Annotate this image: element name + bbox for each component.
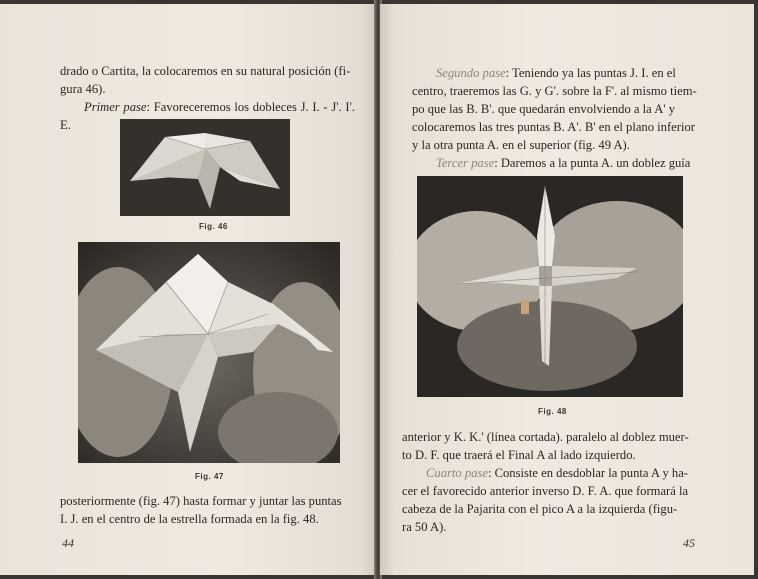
step2-line3: po que las B. B'. que quedarán envolviendo a la A' y xyxy=(412,102,675,116)
step4-line1: Cuarto pase: Consiste en desdoblar la punta A y ha- xyxy=(426,466,689,480)
figure-46-photo xyxy=(120,119,290,216)
fig48-caption: Fig. 48 xyxy=(538,407,567,416)
step4-line4: ra 50 A). xyxy=(402,520,447,534)
step2-line4: colocaremos las tres puntas B. A'. B' en el plano inferior xyxy=(412,120,695,134)
step4-line3: cabeza de la Pajarita con el pico A a la izquierda (figu- xyxy=(402,502,678,516)
right-page xyxy=(380,4,754,575)
step4-label: Cuarto pase xyxy=(426,466,488,480)
step2-line1: Segundo pase: Teniendo ya las puntas J. I. en el xyxy=(436,66,676,80)
left-text-bottom xyxy=(60,492,358,528)
left-para1b: gura 46). xyxy=(60,82,106,96)
right-text-bottom xyxy=(402,428,724,536)
left-para2a: posteriormente (fig. 47) hasta formar y juntar las puntas xyxy=(60,494,342,508)
figure-47-photo xyxy=(78,242,340,463)
right-text-top xyxy=(412,64,722,172)
page-number-right: 45 xyxy=(683,536,695,550)
step1-label: Primer pase xyxy=(84,100,147,114)
left-para2b: I. J. en el centro de la estrella formada en la fig. 48. xyxy=(60,512,319,526)
step2-label: Segundo pase xyxy=(436,66,506,80)
figure-48-photo xyxy=(417,176,683,397)
fig47-caption: Fig. 47 xyxy=(195,472,224,481)
left-page xyxy=(0,4,376,575)
step4-line2: cer el favorecido anterior inverso D. F. A. que formará la xyxy=(402,484,689,498)
step2-line5: y la otra punta A. en el superior (fig. 49 A). xyxy=(412,138,630,152)
step3-label: Tercer pase xyxy=(436,156,495,170)
left-para1: drado o Cartita, la colocaremos en su natural posición (fi- xyxy=(60,64,351,78)
page-number-left: 44 xyxy=(62,536,74,550)
step2-line2: centro, traeremos las G. y G'. sobre la F'. al mismo tiem- xyxy=(412,84,697,98)
fig46-caption: Fig. 46 xyxy=(199,222,228,231)
step3-line: Tercer pase: Daremos a la punta A. un doblez guía xyxy=(436,156,691,170)
right-para3b: to D. F. que traerá el Final A al lado izquierdo. xyxy=(402,448,636,462)
left-step1: Primer pase: Favoreceremos los dobleces J. I. - J'. I'. E. xyxy=(60,100,355,132)
right-para3a: anterior y K. K.' (línea cortada). paralelo al doblez muer- xyxy=(402,430,689,444)
